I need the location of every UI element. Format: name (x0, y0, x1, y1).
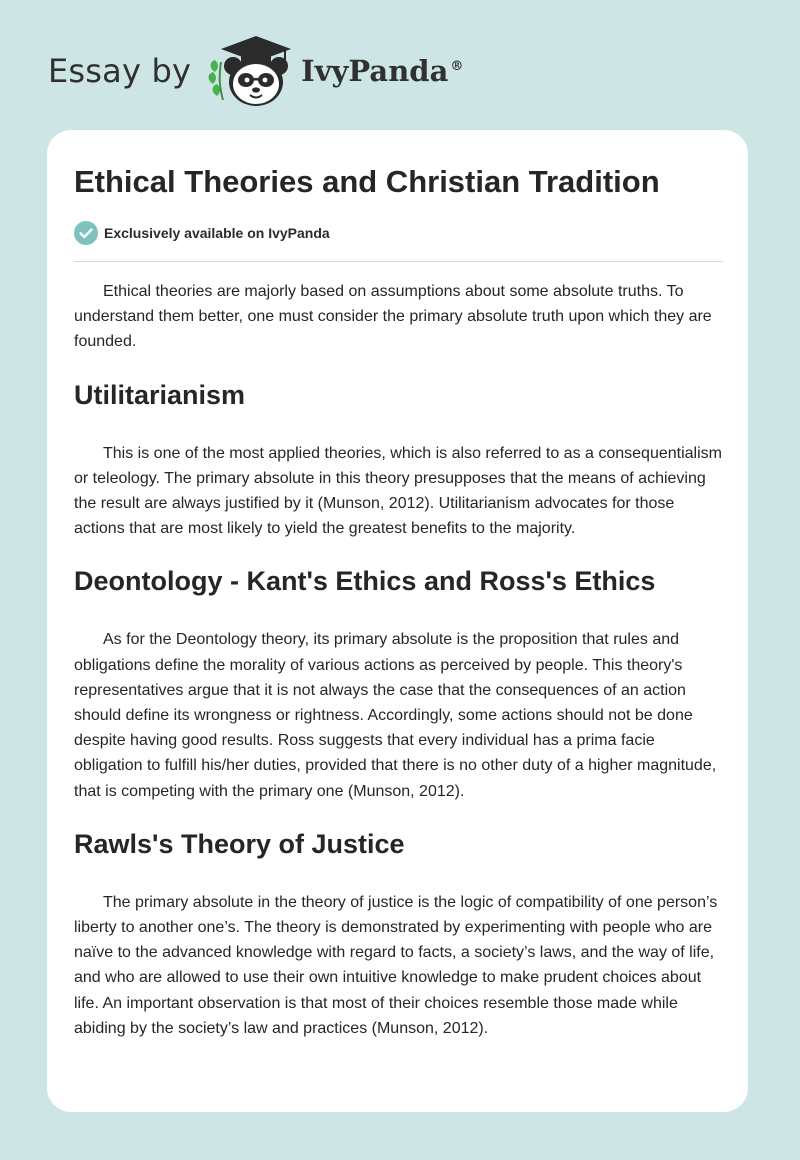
section-heading-deontology: Deontology - Kant's Ethics and Ross's Ethics (74, 566, 656, 597)
section-paragraph-utilitarianism: This is one of the most applied theories, which is also referred to as a consequentialism or teleology. The primary absolute in this theory presupposes that the means of achieving the result are always justified by it (Munson, 2012). Utilitarianism advocates for those actions that are most likely to yield the greatest benefits to the majority. (74, 444, 722, 538)
section-heading-rawls: Rawls's Theory of Justice (74, 828, 405, 859)
brand-name[interactable]: IvyPanda ® (301, 54, 464, 88)
essay-card (47, 130, 748, 1112)
section-paragraph-rawls: The primary absolute in the theory of justice is the logic of compatibility of one person’s liberty to another one’s. The theory is demonstrated by experimenting with people who are naïve to the advanced knowledge with regard to facts, a society’s laws, and the way of life, and who are allowed to use their own intuitive knowledge to make prudent choices about life. An important observation is that most of their choices resemble those made while abiding by the society’s law and practices (Munson, 2012). (74, 893, 718, 1037)
site-header (48, 32, 463, 110)
page-title: Ethical Theories and Christian Tradition (74, 164, 660, 199)
essay-body (74, 279, 724, 1041)
exclusive-badge (74, 221, 330, 245)
divider (74, 261, 723, 262)
check-badge-icon (74, 221, 98, 245)
intro-paragraph: Ethical theories are majorly based on assumptions about some absolute truths. To understand them better, one must consider the primary absolute truth upon which they are founded. (74, 283, 712, 351)
registered-mark: ® (450, 59, 464, 75)
section-paragraph-deontology: As for the Deontology theory, its primary absolute is the proposition that rules and obligations define the morality of various actions as perceived by people. This theory's representatives argue that it is not always the case that the consequences of an action should define its wrongness or rightness. Accordingly, some actions should not be done despite having good results. Ross suggests that every individual has a prima facie obligation to fulfill his/her duties, provided that there is no other duty of a higher magnitude, that is competing with the primary one (Munson, 2012). (74, 631, 717, 800)
panda-logo-icon[interactable] (205, 32, 297, 110)
brand-prefix: Essay by (48, 52, 192, 90)
section-heading-utilitarianism: Utilitarianism (74, 379, 246, 410)
exclusive-label: Exclusively available on IvyPanda (104, 225, 330, 241)
